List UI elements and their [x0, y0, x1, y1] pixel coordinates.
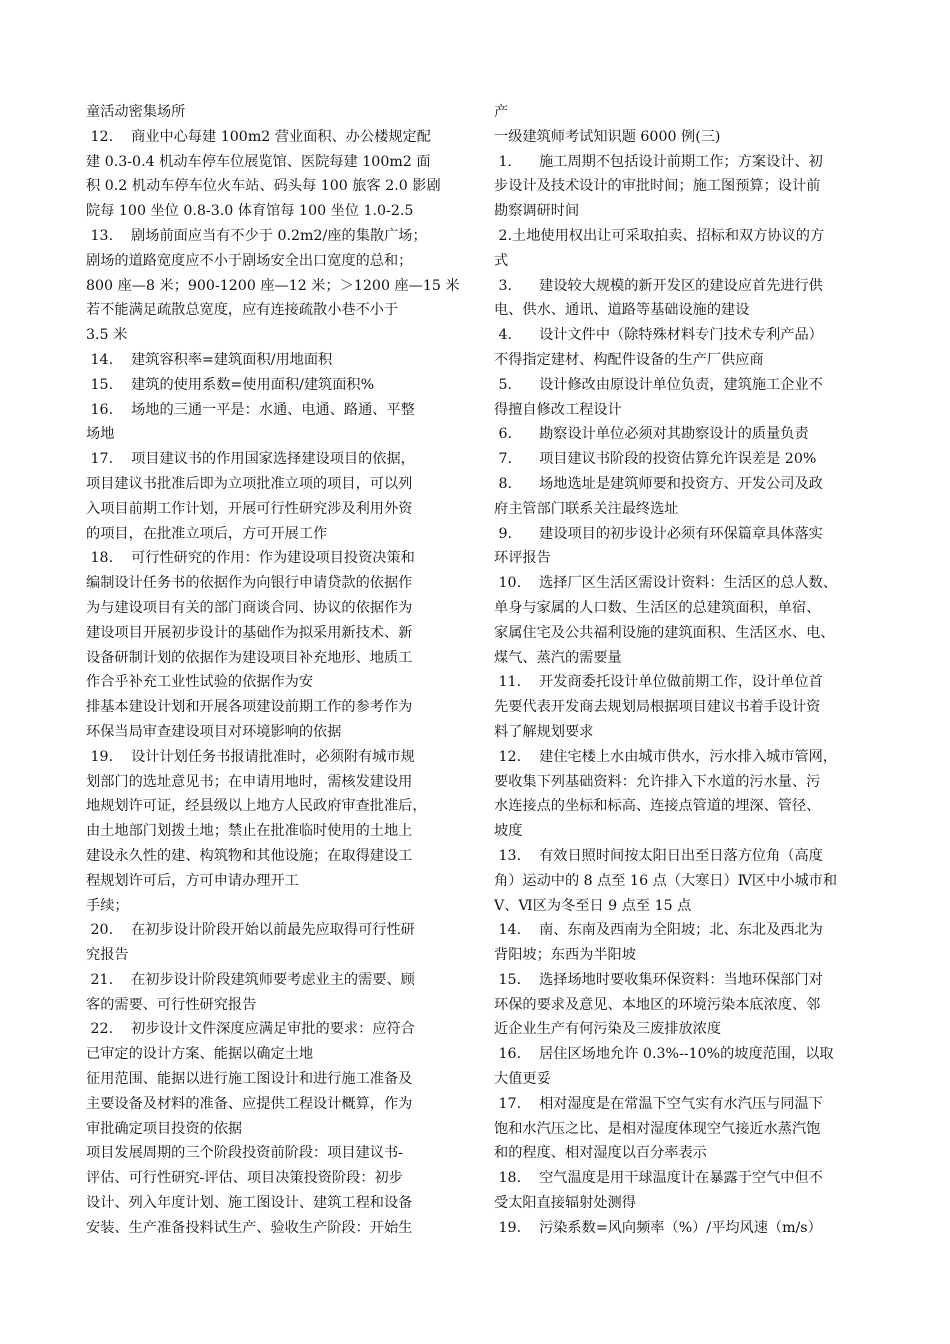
text-line: 童活动密集场所: [86, 104, 186, 120]
text-line: 20. 在初步设计阶段开始以前最先应取得可行性研: [86, 922, 415, 939]
text-line: 800 座—8 米；900-1200 座—12 米；＞1200 座—15 米: [86, 277, 460, 294]
text-line: 项目建议书批准后即为立项批准立项的项目，可以列: [86, 475, 413, 492]
text-line: 3.5 米: [86, 327, 128, 344]
text-line: 水连接点的坐标和标高、连接点管道的埋深、管径、: [494, 798, 821, 815]
text-line: 18. 可行性研究的作用：作为建设项目投资决策和: [86, 550, 415, 567]
text-line: 13. 剧场前面应当有不少于 0.2m2/座的集散广场；: [86, 227, 427, 244]
text-line: 先要代表开发商去规划局根据项目建议书着手设计资: [494, 699, 821, 716]
text-line: 19. 设计计划任务书报请批准时，必须附有城市规: [86, 748, 415, 765]
text-line: 主要设备及材料的准备、应提供工程设计概算，作为: [86, 1095, 413, 1112]
text-line: 步设计及技术设计的审批时间；施工图预算；设计前: [494, 178, 821, 195]
text-line: 3. 建设较大规模的新开发区的建设应首先进行供: [494, 277, 823, 294]
text-line: 划部门的选址意见书；在申请用地时，需核发建设用: [86, 773, 413, 790]
text-line: 由土地部门划拨土地；禁止在批准临时使用的土地上: [86, 823, 413, 840]
text-line: 勘察调研时间: [494, 203, 580, 220]
text-line: 剧场的道路宽度应不小于剧场安全出口宽度的总和；: [86, 252, 413, 269]
text-line: 饱和水汽压之比、是相对湿度体现空气接近水蒸汽饱: [494, 1120, 821, 1137]
text-line: 入项目前期工作计划，开展可行性研究涉及利用外资: [86, 500, 413, 517]
text-line: 建 0.3-0.4 机动车停车位展览馆、医院每建 100m2 面: [86, 153, 431, 170]
text-line: 程规划许可后，方可申请办理开工: [86, 872, 299, 889]
text-line: 22. 初步设计文件深度应满足审批的要求：应符合: [86, 1021, 415, 1038]
text-line: 煤气、蒸汽的需要量: [494, 649, 622, 666]
left-text-column: [86, 100, 464, 1241]
text-line: 究报告: [86, 947, 129, 964]
text-line: 建设项目开展初步设计的基础作为拟采用新技术、新: [86, 624, 413, 641]
text-line: 环保当局审查建设项目对环境影响的依据: [86, 723, 342, 740]
text-line: 项目发展周期的三个阶段投资前阶段：项目建议书-: [86, 1145, 403, 1162]
text-line: 已审定的设计方案、能据以确定土地: [86, 1046, 314, 1063]
text-line: 19. 污染系数=风向频率（%）/平均风速（m/s）: [494, 1219, 822, 1236]
text-line: 积 0.2 机动车停车位火车站、码头每 100 旅客 2.0 影剧: [86, 178, 441, 195]
text-line: 设计、列入年度计划、施工图设计、建筑工程和设备: [86, 1195, 413, 1212]
text-line: 5. 设计修改由原设计单位负责，建筑施工企业不: [494, 376, 823, 393]
text-line: 单身与家属的人口数、生活区的总建筑面积，单宿、: [494, 599, 821, 616]
text-line: 料了解规划要求: [494, 723, 594, 740]
text-line: 4. 设计文件中（除特殊材料专门技术专利产品）: [494, 327, 823, 344]
text-line: 家属住宅及公共福利设施的建筑面积、生活区水、电、: [494, 624, 835, 641]
text-line: 征用范围、能据以进行施工图设计和进行施工准备及: [86, 1071, 413, 1088]
text-line: 坡度: [494, 823, 523, 840]
text-line: 为与建设项目有关的部门商谈合同、协议的依据作为: [86, 599, 413, 616]
text-line: 式: [494, 252, 509, 269]
text-line: 设备研制计划的依据作为建设项目补充地形、地质工: [86, 649, 413, 666]
text-line: 21. 在初步设计阶段建筑师要考虑业主的需要、顾: [86, 971, 415, 988]
text-line: 环保的要求及意见、本地区的环境污染本底浓度、邻: [494, 996, 821, 1013]
text-line: 手续；: [86, 897, 129, 914]
text-line: 和的程度、相对湿度以百分率表示: [494, 1145, 707, 1162]
text-line: 7. 项目建议书阶段的投资估算允许误差是 20%: [494, 451, 817, 468]
text-line: 16. 场地的三通一平是：水通、电通、路通、平整: [86, 401, 415, 418]
text-line: 14. 建筑容积率=建筑面积/用地面积: [86, 351, 333, 368]
text-line: 的项目，在批准立项后，方可开展工作: [86, 525, 328, 542]
text-line: 15. 建筑的使用系数=使用面积/建筑面积%: [86, 376, 375, 393]
text-line: 受太阳直接辐射处测得: [494, 1195, 636, 1212]
text-line: 场地: [86, 426, 115, 443]
text-line: 15. 选择场地时要收集环保资料：当地环保部门对: [494, 971, 823, 988]
text-line: Ⅴ、Ⅵ区为冬至日 9 点至 15 点: [494, 897, 692, 914]
text-line: 16. 居住区场地允许 0.3%--10%的坡度范围，以取: [494, 1046, 834, 1063]
text-line: 得擅自修改工程设计: [494, 401, 622, 418]
text-line: 18. 空气温度是用干球温度计在暴露于空气中但不: [494, 1170, 823, 1187]
text-line: 近企业生产有何污染及三废排放浓度: [494, 1021, 722, 1038]
text-line: 10. 选择厂区生活区需设计资料：生活区的总人数、: [494, 575, 838, 592]
text-line: 17. 项目建议书的作用国家选择建设项目的依据，: [86, 451, 415, 468]
text-line: 电、供水、通讯、道路等基础设施的建设: [494, 302, 750, 319]
text-line: 13. 有效日照时间按太阳日出至日落方位角（高度: [494, 847, 823, 864]
text-line: 编制设计任务书的依据作为向银行申请贷款的依据作: [86, 575, 413, 592]
text-line: 14. 南、东南及西南为全阳坡；北、东北及西北为: [494, 922, 823, 939]
text-line: 府主管部门联系关注最终选址: [494, 500, 679, 517]
text-line: 11. 开发商委托设计单位做前期工作，设计单位首: [494, 674, 823, 691]
text-line: 排基本建设计划和开展各项建设前期工作的参考作为: [86, 699, 413, 716]
text-line: 一级建筑师考试知识题 6000 例(三): [494, 128, 721, 145]
text-line: 不得指定建材、构配件设备的生产厂供应商: [494, 351, 764, 368]
text-line: 12. 建住宅楼上水由城市供水，污水排入城市管网，: [494, 748, 838, 765]
text-line: 17. 相对湿度是在常温下空气实有水汽压与同温下: [494, 1095, 823, 1112]
text-line: 评估、可行性研究-评估、项目决策投资阶段：初步: [86, 1170, 403, 1187]
text-line: 6. 勘察设计单位必须对其勘察设计的质量负责: [494, 426, 809, 443]
text-line: 环评报告: [494, 550, 551, 567]
text-line: 背阳坡；东西为半阳坡: [494, 947, 636, 964]
text-line: 1. 施工周期不包括设计前期工作；方案设计、初: [494, 153, 823, 170]
text-line: 角）运动中的 8 点至 16 点（大寒日）Ⅳ区中小城市和: [494, 872, 838, 889]
text-line: 9. 建设项目的初步设计必须有环保篇章具体落实: [494, 525, 823, 542]
text-line: 院每 100 坐位 0.8-3.0 体育馆每 100 坐位 1.0-2.5: [86, 203, 414, 220]
text-line: 安装、生产准备投料试生产、验收生产阶段：开始生: [86, 1219, 413, 1236]
text-line: 大值更妥: [494, 1071, 551, 1088]
text-line: 产: [494, 104, 509, 120]
text-line: 客的需要、可行性研究报告: [86, 996, 257, 1013]
text-line: 8. 场地选址是建筑师要和投资方、开发公司及政: [494, 475, 823, 492]
text-line: 作合乎补充工业性试验的依据作为安: [86, 674, 314, 691]
text-line: 若不能满足疏散总宽度，应有连接疏散小巷不小于: [86, 302, 399, 319]
right-text-column: [494, 100, 872, 1241]
text-line: 审批确定项目投资的依据: [86, 1120, 243, 1137]
text-line: 2.土地使用权出让可采取拍卖、招标和双方协议的方: [494, 227, 825, 244]
text-line: 地规划许可证，经县级以上地方人民政府审查批准后，: [86, 798, 427, 815]
text-line: 要收集下列基础资料：允许排入下水道的污水量、污: [494, 773, 821, 790]
text-line: 建设永久性的建、构筑物和其他设施；在取得建设工: [86, 847, 413, 864]
text-line: 12. 商业中心每建 100m2 营业面积、办公楼规定配: [86, 128, 431, 145]
